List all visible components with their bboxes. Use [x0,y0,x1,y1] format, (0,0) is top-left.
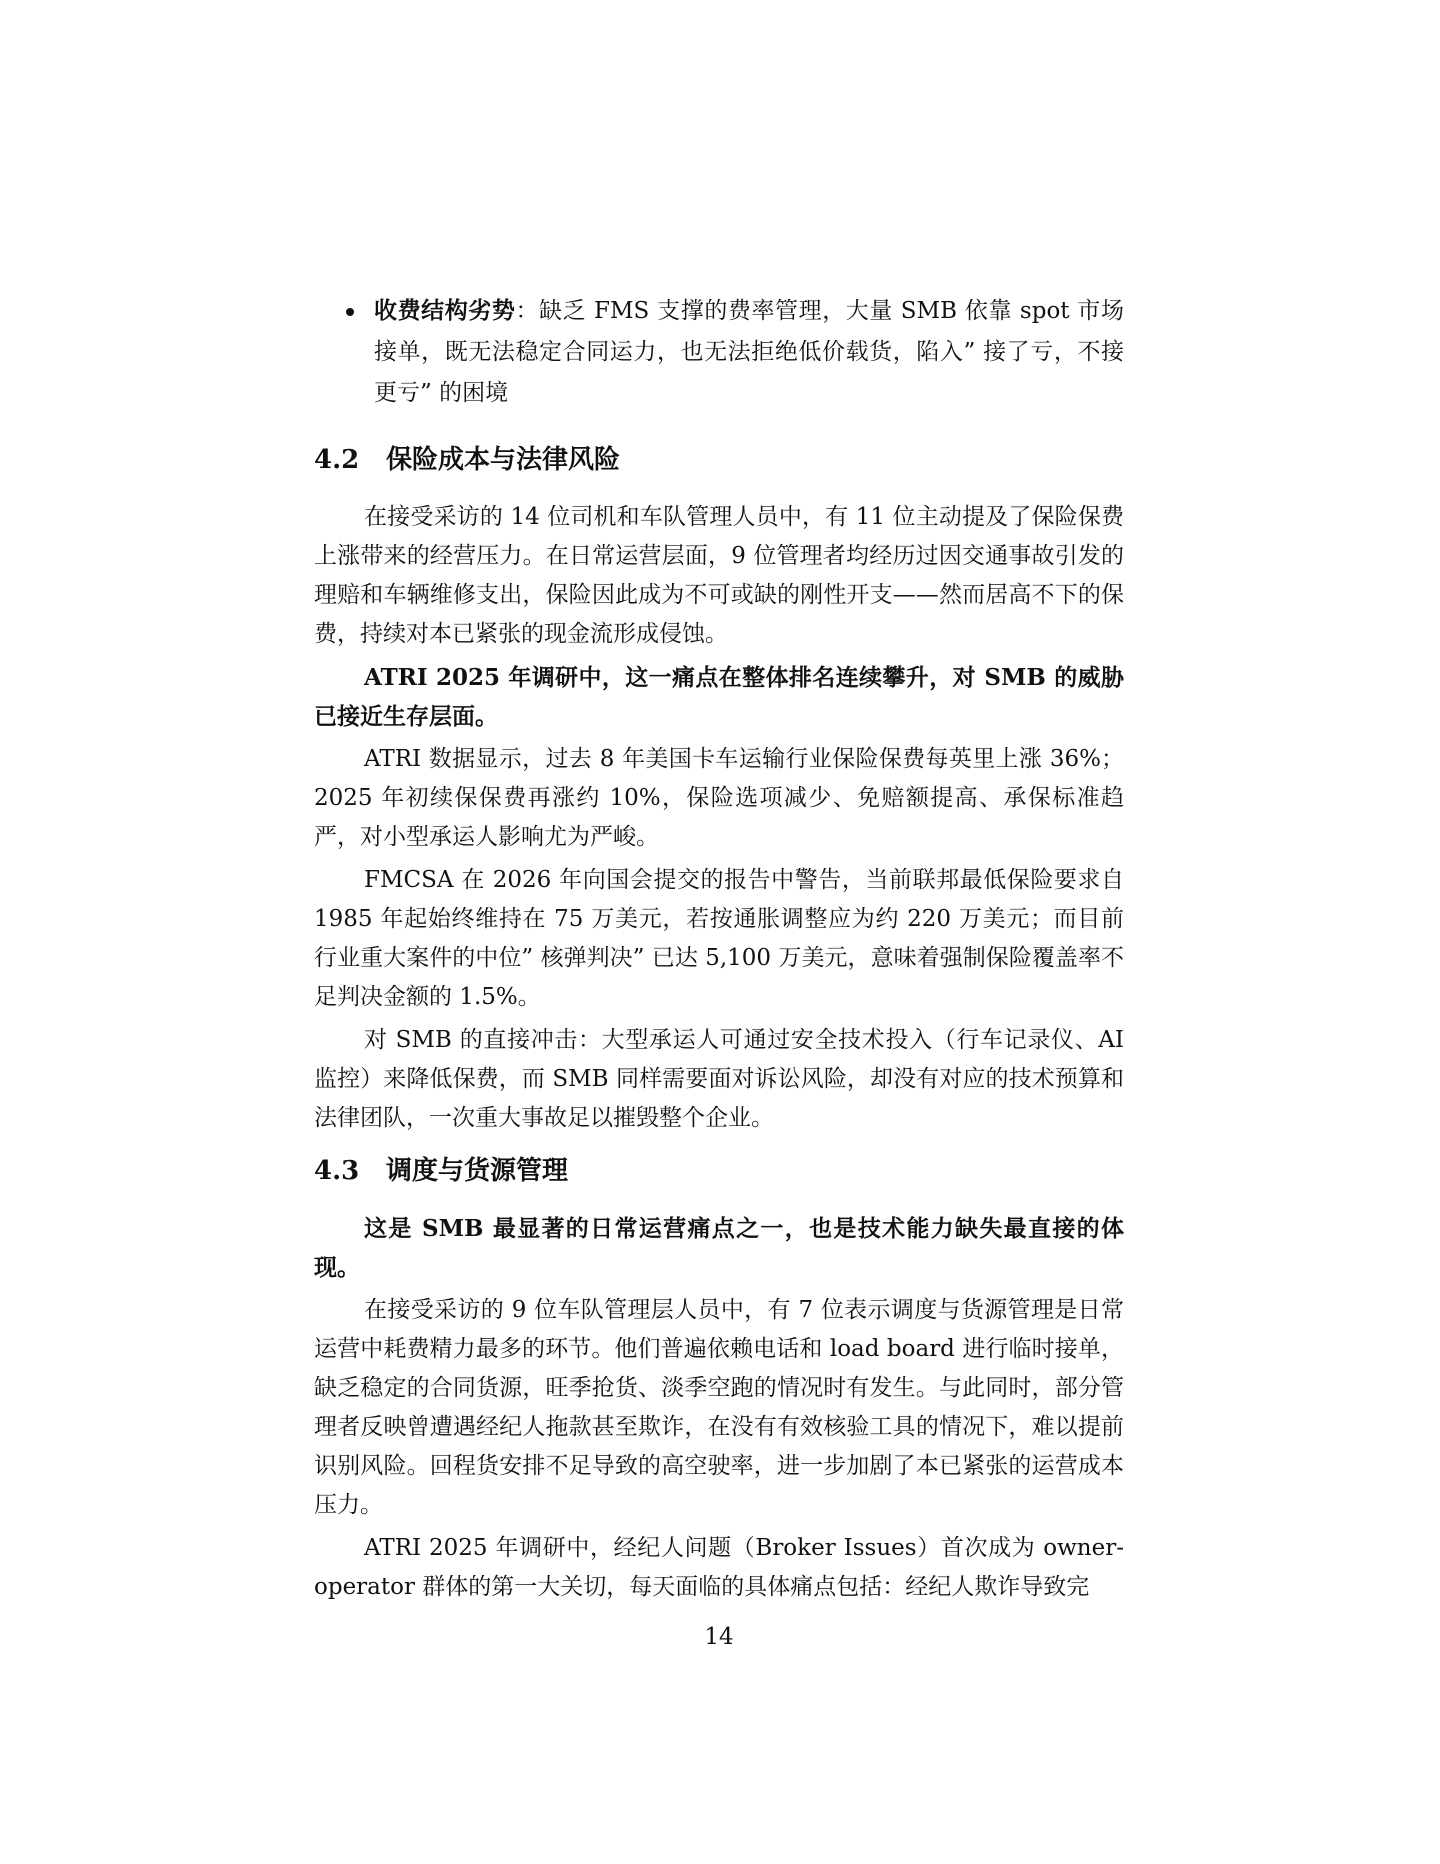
section-4-3 [314,1151,1124,1611]
section-title: 保险成本与法律风险 [386,445,621,475]
paragraph: FMCSA 在 2026 年向国会提交的报告中警告，当前联邦最低保险要求自 1985 年起始终维持在 75 万美元，若按通胀调整应为约 220 万美元；而目前行业重大案件的中位” 核弹判决” 已达 5,100 万美元，意味着强制保险覆盖率不足判决金额的 1.5%。 [314,867,1124,1010]
paragraph: 在接受采访的 14 位司机和车队管理人员中，有 11 位主动提及了保险保费上涨带来的经营压力。在日常运营层面，9 位管理者均经历过因交通事故引发的理赔和车辆维修支出，保险因此成为不可或缺的刚性开支——然而居高不下的保费，持续对本已紧张的现金流形成侵蚀。 [314,504,1124,647]
bullet-label: 收费结构劣势 [374,297,516,324]
paragraph: 对 SMB 的直接冲击：大型承运人可通过安全技术投入（行车记录仪、AI 监控）来降低保费，而 SMB 同样需要面对诉讼风险，却没有对应的技术预算和法律团队，一次重大事故足以摧毁整个企业。 [314,1027,1124,1131]
bullet-body: ：缺乏 FMS 支撑的费率管理，大量 SMB 依靠 spot 市场接单，既无法稳定合同运力，也无法拒绝低价载货，陷入” 接了亏，不接更亏” 的困境 [374,298,1124,406]
section-number: 4.2 [314,445,360,475]
bullet-text [374,290,1124,414]
paragraph: 在接受采访的 9 位车队管理层人员中，有 7 位表示调度与货源管理是日常运营中耗费精力最多的环节。他们普遍依赖电话和 load board 进行临时接单，缺乏稳定的合同货源，旺季抢货、淡季空跑的情况时有发生。与此同时，部分管理者反映曾遭遇经纪人拖款甚至欺诈，在没有有效核验工具的情况下，难以提前识别风险。回程货安排不足导致的高空驶率，进一步加剧了本已紧张的运营成本压力。 [314,1297,1124,1518]
section-title: 调度与货源管理 [386,1156,569,1186]
emphasis-paragraph: 这是 SMB 最显著的日常运营痛点之一，也是技术能力缺失最直接的体现。 [314,1215,1124,1281]
section-heading [314,440,1124,480]
section-number: 4.3 [314,1156,360,1186]
section-heading [314,1151,1124,1191]
bullet-dot-icon [346,308,354,316]
page-number: 14 [704,1624,734,1650]
bullet-item-fee-structure [314,290,1124,414]
section-4-2 [314,440,1124,1142]
paragraph: ATRI 数据显示，过去 8 年美国卡车运输行业保险保费每英里上涨 36%；2025 年初续保保费再涨约 10%，保险选项减少、免赔额提高、承保标准趋严，对小型承运人影响尤为严峻。 [314,746,1124,850]
paragraph: ATRI 2025 年调研中，经纪人问题（Broker Issues）首次成为 owner-operator 群体的第一大关切，每天面临的具体痛点包括：经纪人欺诈导致完 [314,1535,1124,1600]
document-page [314,0,1124,1864]
emphasis-paragraph: ATRI 2025 年调研中，这一痛点在整体排名连续攀升，对 SMB 的威胁已接近生存层面。 [314,664,1124,730]
